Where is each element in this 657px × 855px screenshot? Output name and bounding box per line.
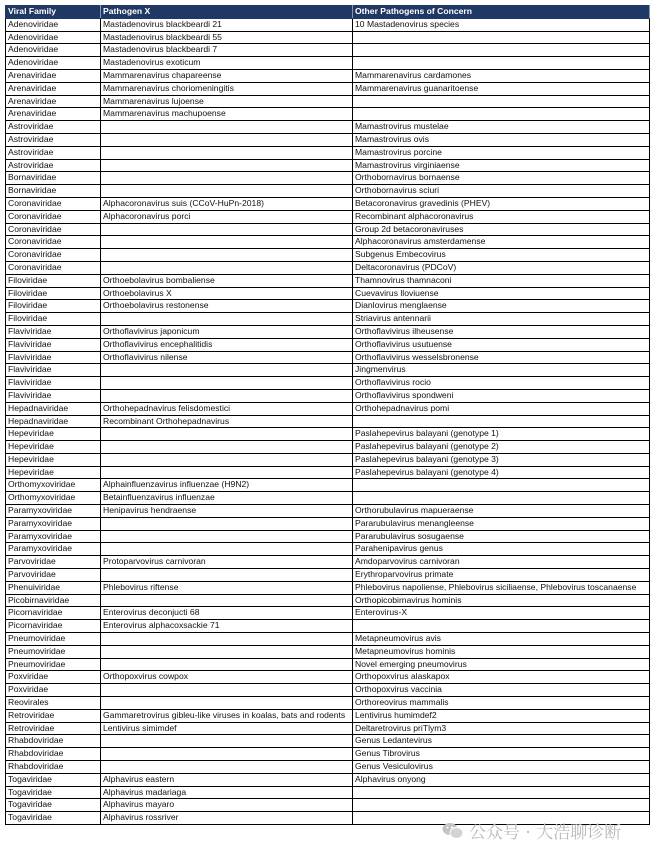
other-pathogens-cell: Mammarenavirus cardamones	[353, 69, 650, 82]
viral-family-cell: Arenaviridae	[6, 69, 101, 82]
viral-family-cell: Picornaviridae	[6, 607, 101, 620]
viral-family-cell: Togaviridae	[6, 773, 101, 786]
other-pathogens-cell	[353, 492, 650, 505]
viral-family-cell: Arenaviridae	[6, 95, 101, 108]
viral-family-cell: Pneumoviridae	[6, 645, 101, 658]
table-row	[6, 684, 650, 697]
viral-family-cell: Flaviviridae	[6, 377, 101, 390]
viral-family-cell: Coronaviridae	[6, 261, 101, 274]
other-pathogens-cell: Paslahepevirus balayani (genotype 4)	[353, 466, 650, 479]
viral-family-cell: Filoviridae	[6, 287, 101, 300]
table-row	[6, 377, 650, 390]
other-pathogens-cell	[353, 786, 650, 799]
viral-family-cell: Rhabdoviridae	[6, 735, 101, 748]
pathogen-x-cell: Phlebovirus riftense	[101, 581, 353, 594]
table-row	[6, 172, 650, 185]
viral-family-cell: Rhabdoviridae	[6, 748, 101, 761]
viral-family-cell: Arenaviridae	[6, 82, 101, 95]
pathogen-x-cell: Enterovirus deconjucti 68	[101, 607, 353, 620]
viral-family-cell: Filoviridae	[6, 274, 101, 287]
other-pathogens-cell: Parahenipavirus genus	[353, 543, 650, 556]
table-body	[6, 18, 650, 824]
table-row	[6, 69, 650, 82]
other-pathogens-cell: Mamastrovirus mustelae	[353, 121, 650, 134]
viral-family-cell: Astroviridae	[6, 121, 101, 134]
pathogen-x-cell: Alphavirus rossriver	[101, 812, 353, 825]
table-row	[6, 453, 650, 466]
table-row	[6, 351, 650, 364]
viral-family-cell: Adenoviridae	[6, 57, 101, 70]
viral-family-cell: Coronaviridae	[6, 223, 101, 236]
viral-family-cell: Picornaviridae	[6, 620, 101, 633]
pathogen-x-cell	[101, 185, 353, 198]
table-row	[6, 645, 650, 658]
viral-family-cell: Hepeviridae	[6, 441, 101, 454]
table-row	[6, 121, 650, 134]
viral-family-cell: Reovirales	[6, 697, 101, 710]
viral-family-cell: Hepadnaviridae	[6, 402, 101, 415]
other-pathogens-cell	[353, 31, 650, 44]
pathogen-x-cell	[101, 633, 353, 646]
table-row	[6, 159, 650, 172]
pathogen-x-cell	[101, 223, 353, 236]
pathogen-x-cell: Mastadenovirus exoticum	[101, 57, 353, 70]
pathogen-x-cell	[101, 645, 353, 658]
other-pathogens-cell: Alphacoronavirus amsterdamense	[353, 236, 650, 249]
other-pathogens-cell: Striavirus antennarii	[353, 313, 650, 326]
table-row	[6, 95, 650, 108]
other-pathogens-cell: Orthopoxvirus vaccinia	[353, 684, 650, 697]
pathogen-x-cell: Alphacoronavirus suis (CCoV-HuPn-2018)	[101, 197, 353, 210]
viral-family-cell: Togaviridae	[6, 786, 101, 799]
pathogen-x-cell	[101, 697, 353, 710]
table-row	[6, 197, 650, 210]
table-row	[6, 671, 650, 684]
other-pathogens-cell: Alphavirus onyong	[353, 773, 650, 786]
other-pathogens-cell	[353, 479, 650, 492]
viral-family-cell: Coronaviridae	[6, 197, 101, 210]
other-pathogens-cell: Orthoflavivirus wesselsbronense	[353, 351, 650, 364]
header-pathogen-x: Pathogen X	[101, 6, 353, 19]
header-other-pathogens: Other Pathogens of Concern	[353, 6, 650, 19]
other-pathogens-cell: Orthobornavirus sciuri	[353, 185, 650, 198]
other-pathogens-cell: Orthoreovirus mammalis	[353, 697, 650, 710]
other-pathogens-cell: Group 2d betacoronaviruses	[353, 223, 650, 236]
table-row	[6, 261, 650, 274]
pathogen-x-cell: Orthoebolavirus restonense	[101, 300, 353, 313]
table-row	[6, 748, 650, 761]
pathogen-x-cell	[101, 261, 353, 274]
other-pathogens-cell	[353, 415, 650, 428]
other-pathogens-cell: Genus Tibrovirus	[353, 748, 650, 761]
viral-family-cell: Bornaviridae	[6, 185, 101, 198]
pathogen-x-cell: Mammarenavirus lujoense	[101, 95, 353, 108]
viral-family-cell: Retroviridae	[6, 709, 101, 722]
viral-family-cell: Poxviridae	[6, 684, 101, 697]
other-pathogens-cell: Orthoflavivirus rocio	[353, 377, 650, 390]
table-row	[6, 466, 650, 479]
other-pathogens-cell: Thamnovirus thamnaconi	[353, 274, 650, 287]
other-pathogens-cell: Deltaretrovirus priTlym3	[353, 722, 650, 735]
pathogen-x-cell	[101, 172, 353, 185]
table-row	[6, 735, 650, 748]
pathogen-x-cell: Orthoebolavirus bombaliense	[101, 274, 353, 287]
viral-family-cell: Parvoviridae	[6, 569, 101, 582]
viral-family-cell: Hepeviridae	[6, 453, 101, 466]
pathogen-x-cell	[101, 389, 353, 402]
other-pathogens-cell	[353, 108, 650, 121]
pathogen-x-cell: Enterovirus alphacoxsackie 71	[101, 620, 353, 633]
table-row	[6, 441, 650, 454]
other-pathogens-cell: Orthoflavivirus usutuense	[353, 338, 650, 351]
other-pathogens-cell: Amdoparvovirus carnivoran	[353, 556, 650, 569]
table-row	[6, 556, 650, 569]
table-row	[6, 274, 650, 287]
pathogen-x-cell: Mastadenovirus blackbeardi 7	[101, 44, 353, 57]
table-row	[6, 620, 650, 633]
table-row	[6, 761, 650, 774]
pathogen-x-cell	[101, 313, 353, 326]
pathogen-x-cell: Alphavirus madariaga	[101, 786, 353, 799]
other-pathogens-cell: Orthobornavirus bornaense	[353, 172, 650, 185]
viral-family-cell: Parvoviridae	[6, 556, 101, 569]
pathogen-x-cell	[101, 249, 353, 262]
viral-family-cell: Bornaviridae	[6, 172, 101, 185]
table-row	[6, 82, 650, 95]
watermark	[442, 818, 621, 843]
pathogen-x-cell	[101, 748, 353, 761]
pathogen-x-cell: Alphavirus mayaro	[101, 799, 353, 812]
viral-family-cell: Coronaviridae	[6, 236, 101, 249]
viral-family-cell: Hepadnaviridae	[6, 415, 101, 428]
pathogen-x-cell	[101, 658, 353, 671]
pathogen-x-cell: Alphavirus eastern	[101, 773, 353, 786]
other-pathogens-cell: Mamastrovirus virginiaense	[353, 159, 650, 172]
viral-family-cell: Phenuiviridae	[6, 581, 101, 594]
other-pathogens-cell	[353, 799, 650, 812]
viral-family-cell: Adenoviridae	[6, 18, 101, 31]
table-row	[6, 569, 650, 582]
wechat-icon	[442, 822, 464, 840]
other-pathogens-cell: Lentivirus humimdef2	[353, 709, 650, 722]
other-pathogens-cell	[353, 620, 650, 633]
table-row	[6, 44, 650, 57]
table-row	[6, 799, 650, 812]
viral-family-cell: Flaviviridae	[6, 338, 101, 351]
table-row	[6, 389, 650, 402]
pathogen-x-cell: Mammarenavirus machupoense	[101, 108, 353, 121]
viral-family-cell: Flaviviridae	[6, 351, 101, 364]
table-row	[6, 773, 650, 786]
other-pathogens-cell: Paslahepevirus balayani (genotype 1)	[353, 428, 650, 441]
table-row	[6, 223, 650, 236]
pathogen-x-cell	[101, 466, 353, 479]
table-row	[6, 300, 650, 313]
viral-family-cell: Togaviridae	[6, 812, 101, 825]
other-pathogens-cell: Orthopicobirnavirus hominis	[353, 594, 650, 607]
pathogen-x-cell: Orthopoxvirus cowpox	[101, 671, 353, 684]
table-row	[6, 581, 650, 594]
pathogen-x-cell: Alphainfluenzavirus influenzae (H9N2)	[101, 479, 353, 492]
pathogen-x-cell	[101, 684, 353, 697]
other-pathogens-cell: Mamastrovirus porcine	[353, 146, 650, 159]
pathogen-x-cell: Orthoebolavirus X	[101, 287, 353, 300]
other-pathogens-cell: Orthopoxvirus alaskapox	[353, 671, 650, 684]
viral-family-cell: Orthomyxoviridae	[6, 479, 101, 492]
viral-family-cell: Filoviridae	[6, 313, 101, 326]
viral-family-cell: Filoviridae	[6, 300, 101, 313]
pathogen-x-cell	[101, 594, 353, 607]
viral-family-cell: Pneumoviridae	[6, 658, 101, 671]
other-pathogens-cell	[353, 57, 650, 70]
table-row	[6, 722, 650, 735]
other-pathogens-cell: Recombinant alphacoronavirus	[353, 210, 650, 223]
pathogen-x-cell: Orthoflavivirus encephalitidis	[101, 338, 353, 351]
table-row	[6, 57, 650, 70]
pathogen-x-cell	[101, 530, 353, 543]
table-row	[6, 633, 650, 646]
viral-family-cell: Coronaviridae	[6, 249, 101, 262]
other-pathogens-cell: Betacoronavirus gravedinis (PHEV)	[353, 197, 650, 210]
viral-family-cell: Astroviridae	[6, 159, 101, 172]
other-pathogens-cell: Phlebovirus napoliense, Phlebovirus siciliaense, Phlebovirus toscanaense	[353, 581, 650, 594]
other-pathogens-cell: Dianlovirus menglaense	[353, 300, 650, 313]
other-pathogens-cell: Orthoflavivirus ilheusense	[353, 325, 650, 338]
viral-family-cell: Picobirnaviridae	[6, 594, 101, 607]
viral-family-cell: Flaviviridae	[6, 389, 101, 402]
table-row	[6, 492, 650, 505]
table-row	[6, 364, 650, 377]
other-pathogens-cell: Orthohepadnavirus pomi	[353, 402, 650, 415]
pathogen-x-cell	[101, 236, 353, 249]
header-row	[6, 6, 650, 19]
table-row	[6, 338, 650, 351]
table-row	[6, 709, 650, 722]
other-pathogens-cell: Metapneumovirus hominis	[353, 645, 650, 658]
table-row	[6, 146, 650, 159]
table-row	[6, 236, 650, 249]
viral-family-cell: Arenaviridae	[6, 108, 101, 121]
table-row	[6, 185, 650, 198]
table-row	[6, 313, 650, 326]
other-pathogens-cell: Genus Vesiculovirus	[353, 761, 650, 774]
viral-family-cell: Hepeviridae	[6, 428, 101, 441]
table-row	[6, 249, 650, 262]
table-row	[6, 133, 650, 146]
pathogen-x-cell	[101, 121, 353, 134]
viral-family-cell: Paramyxoviridae	[6, 505, 101, 518]
other-pathogens-cell: Deltacoronavirus (PDCoV)	[353, 261, 650, 274]
viral-family-cell: Paramyxoviridae	[6, 517, 101, 530]
viral-family-cell: Retroviridae	[6, 722, 101, 735]
other-pathogens-cell: Subgenus Embecovirus	[353, 249, 650, 262]
pathogen-x-cell	[101, 735, 353, 748]
other-pathogens-cell: 10 Mastadenovirus species	[353, 18, 650, 31]
viral-family-cell: Paramyxoviridae	[6, 530, 101, 543]
viral-family-cell: Flaviviridae	[6, 364, 101, 377]
pathogen-x-cell: Recombinant Orthohepadnavirus	[101, 415, 353, 428]
table-row	[6, 18, 650, 31]
pathogen-x-cell: Lentivirus simimdef	[101, 722, 353, 735]
table-row	[6, 658, 650, 671]
table-row	[6, 31, 650, 44]
table-row	[6, 402, 650, 415]
other-pathogens-cell: Orthorubulavirus mapueraense	[353, 505, 650, 518]
viral-family-cell: Adenoviridae	[6, 44, 101, 57]
pathogen-x-cell: Orthoflavivirus japonicum	[101, 325, 353, 338]
other-pathogens-cell: Paslahepevirus balayani (genotype 2)	[353, 441, 650, 454]
table-row	[6, 530, 650, 543]
viral-family-cell: Flaviviridae	[6, 325, 101, 338]
pathogen-x-cell	[101, 543, 353, 556]
other-pathogens-cell: Enterovirus-X	[353, 607, 650, 620]
pathogen-x-cell: Mammarenavirus chapareense	[101, 69, 353, 82]
other-pathogens-cell: Orthoflavivirus spondweni	[353, 389, 650, 402]
pathogen-x-cell	[101, 517, 353, 530]
pathogen-x-cell: Mammarenavirus choriomeningitis	[101, 82, 353, 95]
table-row	[6, 786, 650, 799]
table-row	[6, 594, 650, 607]
pathogen-x-cell: Alphacoronavirus porci	[101, 210, 353, 223]
pathogen-x-cell	[101, 364, 353, 377]
pathogen-x-cell	[101, 453, 353, 466]
pathogen-x-cell: Henipavirus hendraense	[101, 505, 353, 518]
table-row	[6, 697, 650, 710]
viral-family-cell: Adenoviridae	[6, 31, 101, 44]
other-pathogens-cell: Mamastrovirus ovis	[353, 133, 650, 146]
pathogen-x-cell	[101, 146, 353, 159]
table-row	[6, 543, 650, 556]
pathogen-x-cell: Mastadenovirus blackbeardi 55	[101, 31, 353, 44]
pathogen-x-cell	[101, 569, 353, 582]
table-row	[6, 415, 650, 428]
viral-family-cell: Orthomyxoviridae	[6, 492, 101, 505]
table-row	[6, 428, 650, 441]
viral-family-cell: Rhabdoviridae	[6, 761, 101, 774]
pathogen-x-cell	[101, 428, 353, 441]
table-row	[6, 210, 650, 223]
table-row	[6, 287, 650, 300]
table-row	[6, 108, 650, 121]
pathogen-x-cell: Orthoflavivirus nilense	[101, 351, 353, 364]
table-row	[6, 517, 650, 530]
watermark-text: 公众号 · 大浩聊诊断	[469, 823, 622, 843]
other-pathogens-cell	[353, 95, 650, 108]
other-pathogens-cell	[353, 44, 650, 57]
pathogen-x-cell: Orthohepadnavirus felisdomestici	[101, 402, 353, 415]
other-pathogens-cell: Erythroparvovirus primate	[353, 569, 650, 582]
viral-family-cell: Pneumoviridae	[6, 633, 101, 646]
viral-family-cell: Hepeviridae	[6, 466, 101, 479]
table-row	[6, 505, 650, 518]
table-row	[6, 325, 650, 338]
pathogen-x-cell	[101, 377, 353, 390]
pathogen-x-cell: Gammaretrovirus gibleu-like viruses in koalas, bats and rodents	[101, 709, 353, 722]
pathogen-x-cell	[101, 159, 353, 172]
header-viral-family: Viral Family	[6, 6, 101, 19]
other-pathogens-cell: Pararubulavirus sosugaense	[353, 530, 650, 543]
viral-family-cell: Astroviridae	[6, 133, 101, 146]
other-pathogens-cell: Genus Ledantevirus	[353, 735, 650, 748]
other-pathogens-cell: Metapneumovirus avis	[353, 633, 650, 646]
table-row	[6, 607, 650, 620]
pathogen-x-cell	[101, 133, 353, 146]
viral-family-cell: Poxviridae	[6, 671, 101, 684]
table-row	[6, 479, 650, 492]
other-pathogens-cell: Mammarenavirus guanaritoense	[353, 82, 650, 95]
pathogen-x-cell: Mastadenovirus blackbeardi 21	[101, 18, 353, 31]
other-pathogens-cell: Cuevavirus lloviuense	[353, 287, 650, 300]
viral-family-cell: Astroviridae	[6, 146, 101, 159]
viral-family-cell: Paramyxoviridae	[6, 543, 101, 556]
pathogen-x-cell	[101, 441, 353, 454]
other-pathogens-cell: Jingmenvirus	[353, 364, 650, 377]
other-pathogens-cell: Paslahepevirus balayani (genotype 3)	[353, 453, 650, 466]
viral-family-cell: Togaviridae	[6, 799, 101, 812]
pathogen-table	[5, 5, 650, 825]
other-pathogens-cell: Novel emerging pneumovirus	[353, 658, 650, 671]
viral-family-cell: Coronaviridae	[6, 210, 101, 223]
pathogen-x-cell	[101, 761, 353, 774]
other-pathogens-cell: Pararubulavirus menangleense	[353, 517, 650, 530]
pathogen-x-cell: Betainfluenzavirus influenzae	[101, 492, 353, 505]
pathogen-x-cell: Protoparvovirus carnivoran	[101, 556, 353, 569]
